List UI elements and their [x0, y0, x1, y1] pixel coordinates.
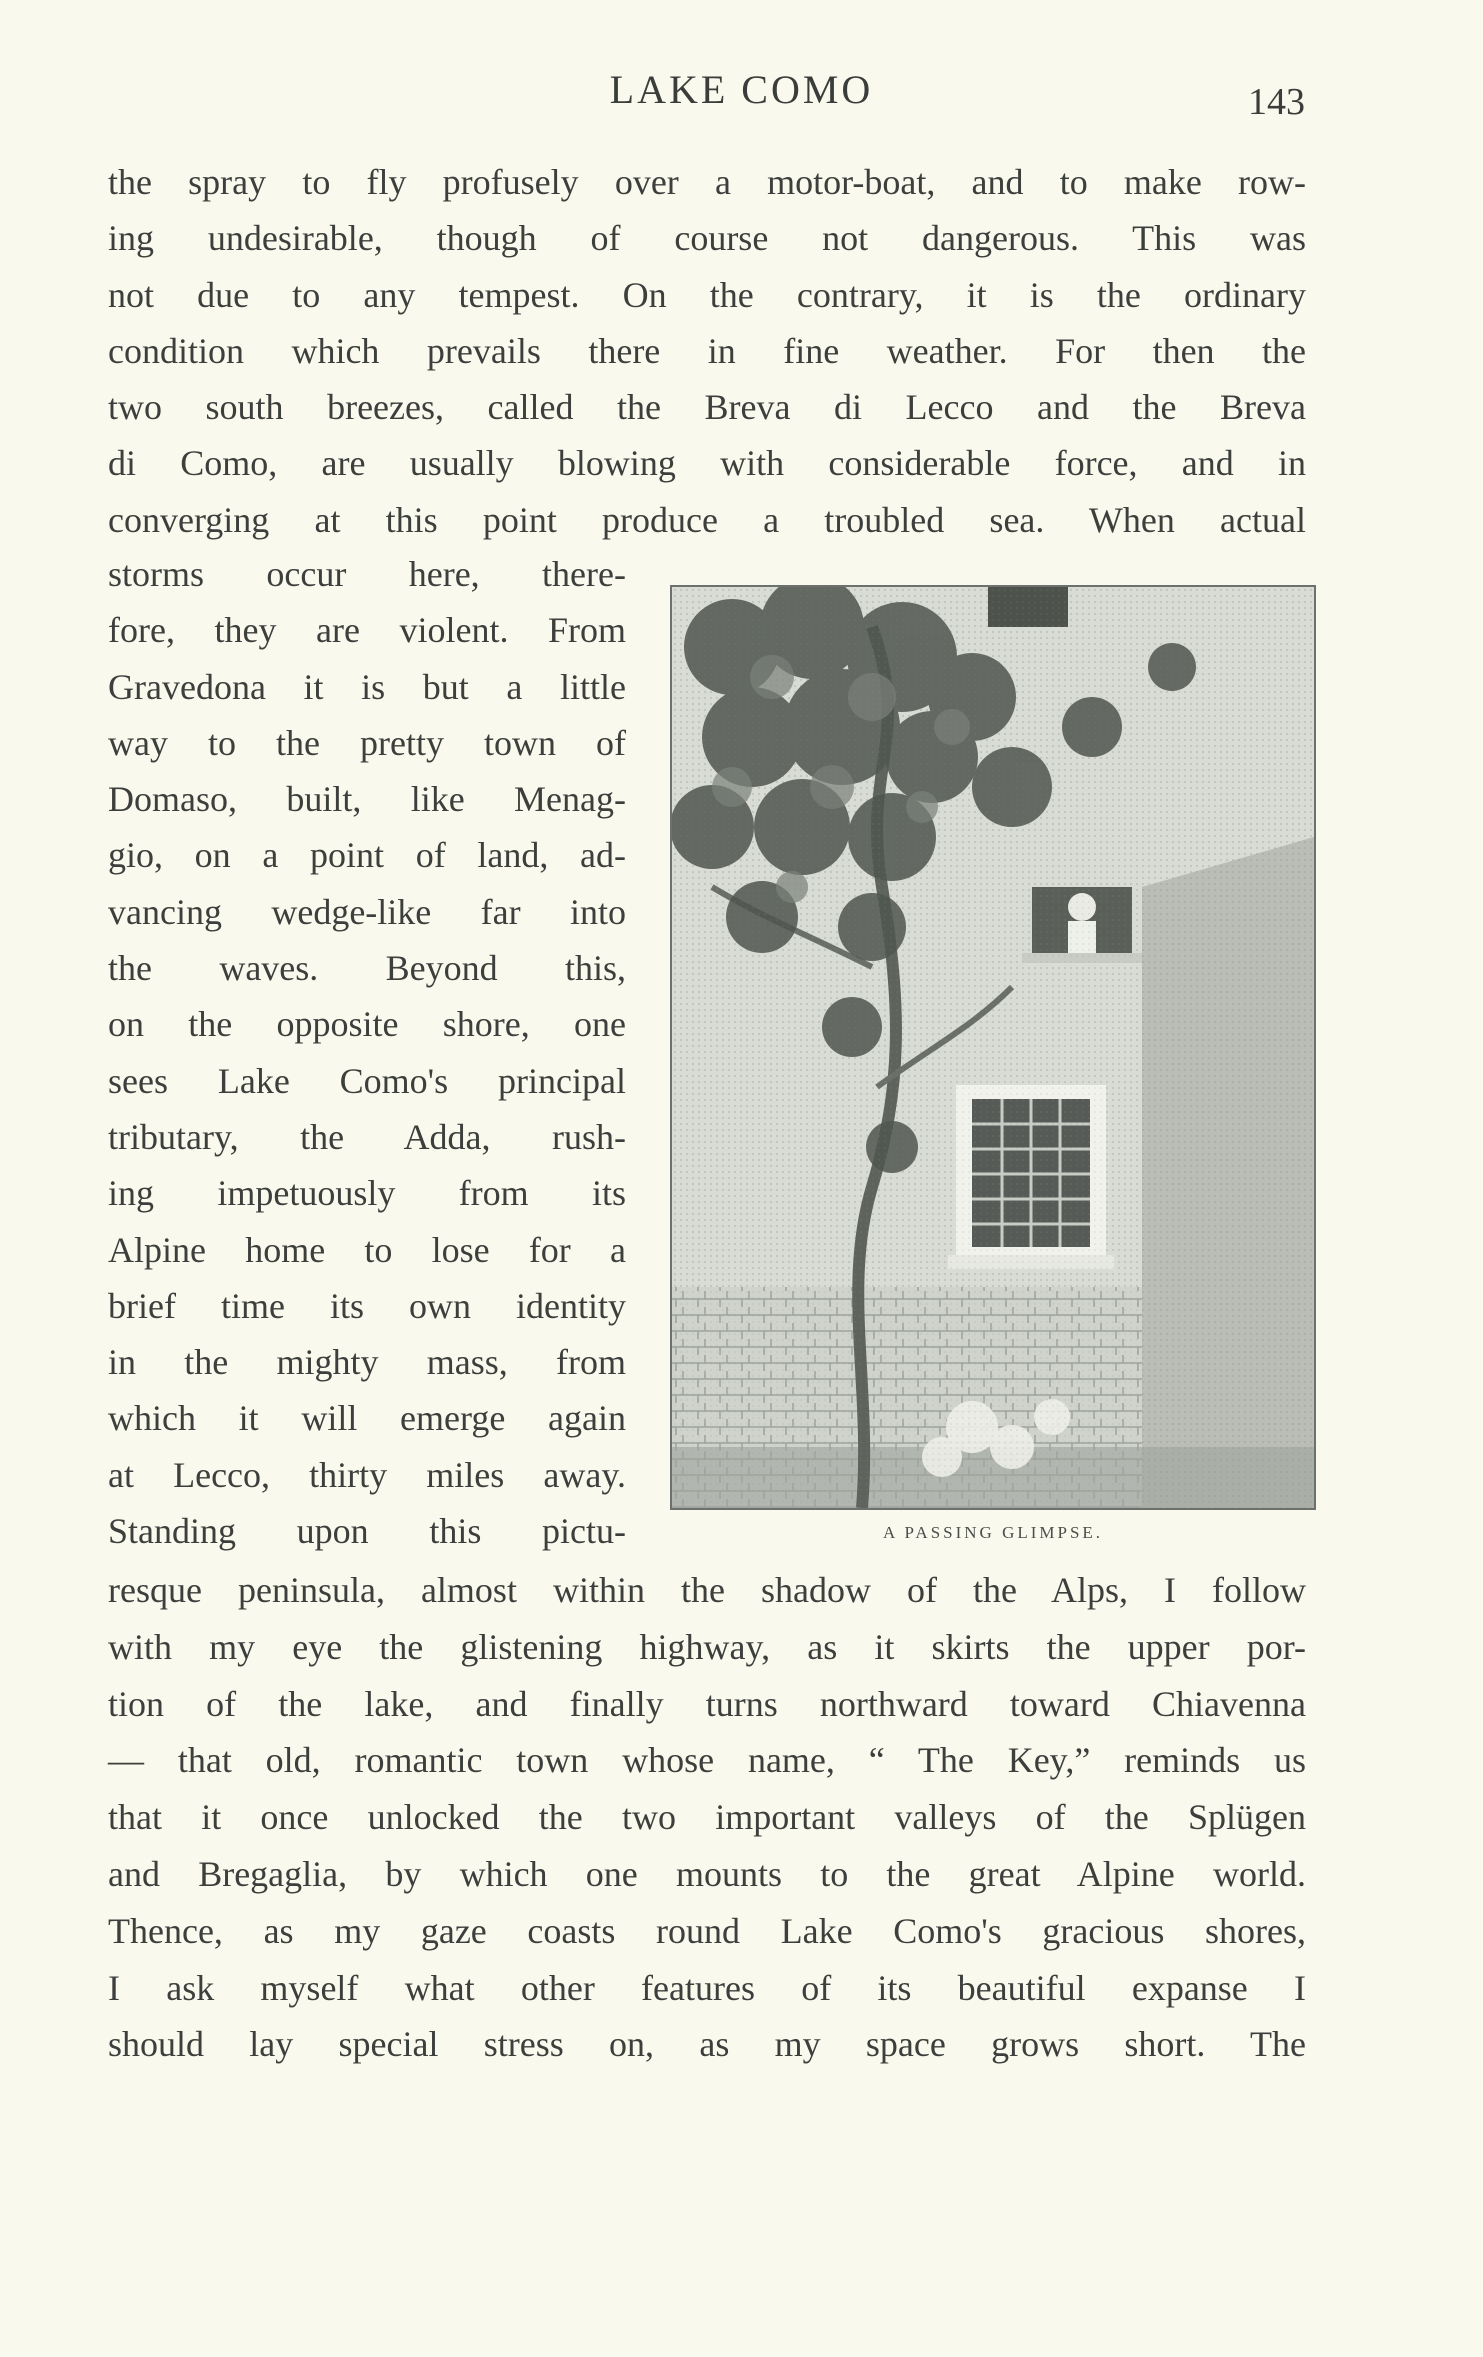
photo-illustration [672, 587, 1314, 1508]
text-line: with my eye the glistening highway, as it skirts the upper por- [108, 1626, 1306, 1667]
text-line: Domaso, built, like Menag- [108, 779, 626, 820]
figure-passing-glimpse [670, 585, 1316, 1510]
text-line: in the mighty mass, from [108, 1342, 626, 1383]
text-line: not due to any tempest. On the contrary, it is the ordinary [108, 274, 1306, 315]
text-line: Standing upon this pictu- [108, 1511, 626, 1552]
body-text-beside-figure [108, 546, 626, 1559]
text-line: which it will emerge again [108, 1398, 626, 1439]
text-line: — that old, romantic town whose name, “ The Key,” reminds us [108, 1740, 1306, 1781]
text-line: at Lecco, thirty miles away. [108, 1454, 626, 1495]
text-line: ing impetuously from its [108, 1173, 626, 1214]
text-line: sees Lake Como's principal [108, 1060, 626, 1101]
text-line: brief time its own identity [108, 1285, 626, 1326]
text-line: di Como, are usually blowing with considerable force, and in [108, 443, 1306, 484]
running-head: LAKE COMO [609, 67, 874, 112]
text-line: converging at this point produce a troubled sea. When actual [108, 499, 1306, 540]
text-line: should lay special stress on, as my space grows short. The [108, 2024, 1306, 2065]
text-line: Thence, as my gaze coasts round Lake Como's gracious shores, [108, 1910, 1306, 1951]
text-line: fore, they are violent. From [108, 610, 626, 651]
text-line: ing undesirable, though of course not dangerous. This was [108, 218, 1306, 259]
text-line: way to the pretty town of [108, 722, 626, 763]
text-line: I ask myself what other features of its beautiful expanse I [108, 1967, 1306, 2008]
figure-caption: A PASSING GLIMPSE. [882, 1523, 1104, 1542]
text-line: vancing wedge-like far into [108, 891, 626, 932]
text-line: on the opposite shore, one [108, 1004, 626, 1045]
page-number: 143 [1248, 81, 1305, 123]
text-line: gio, on a point of land, ad- [108, 835, 626, 876]
text-line: the waves. Beyond this, [108, 948, 626, 989]
text-line: that it once unlocked the two important valleys of the Splügen [108, 1797, 1306, 1838]
text-line: resque peninsula, almost within the shadow of the Alps, I follow [108, 1570, 1306, 1610]
text-line: storms occur here, there- [108, 554, 626, 594]
body-text-bottom [108, 1562, 1306, 2073]
text-line: Gravedona it is but a little [108, 666, 626, 707]
halftone-photograph [670, 585, 1316, 1510]
text-line: tion of the lake, and finally turns northward toward Chiavenna [108, 1683, 1306, 1724]
text-line: and Bregaglia, by which one mounts to the great Alpine world. [108, 1853, 1306, 1894]
text-line: condition which prevails there in fine weather. For then the [108, 330, 1306, 371]
text-line: Alpine home to lose for a [108, 1229, 626, 1270]
text-line: two south breezes, called the Breva di Lecco and the Breva [108, 387, 1306, 428]
text-line: tributary, the Adda, rush- [108, 1116, 626, 1157]
text-line: the spray to fly profusely over a motor-boat, and to make row- [108, 162, 1306, 202]
body-text-top [108, 154, 1306, 548]
